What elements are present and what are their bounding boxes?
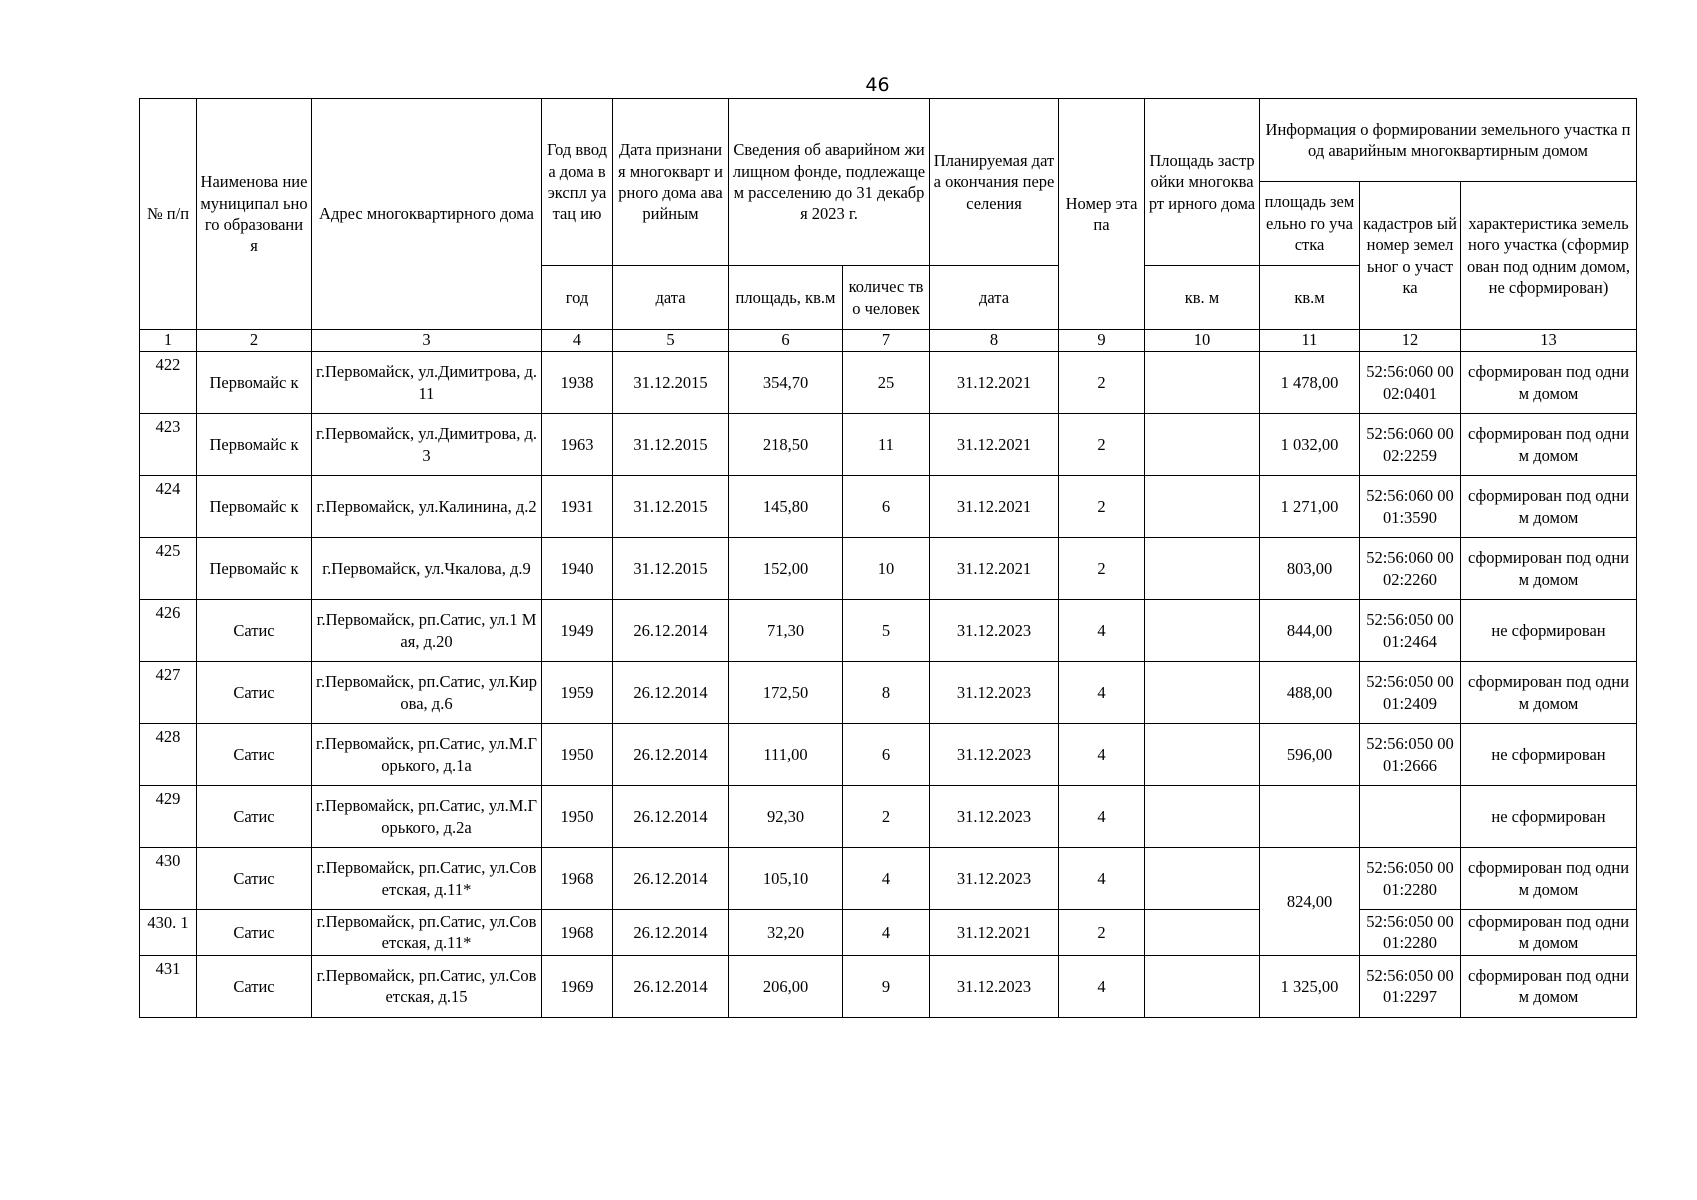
cadastral-number: 52:56:050 0001:2464 [1360, 600, 1461, 662]
planned-date: 31.12.2023 [930, 724, 1059, 786]
municipality: Сатис [197, 955, 312, 1017]
year-built: 1940 [542, 538, 613, 600]
address: г.Первомайск, ул.Димитрова, д.3 [312, 414, 542, 476]
table-row [140, 538, 1637, 600]
land-status: сформирован под одним домом [1461, 414, 1637, 476]
unit-area: площадь, кв.м [729, 266, 843, 330]
recognition-date: 31.12.2015 [613, 538, 729, 600]
address: г.Первомайск, рп.Сатис, ул.1 Мая, д.20 [312, 600, 542, 662]
row-number: 428 [140, 724, 197, 786]
people-count: 5 [843, 600, 930, 662]
planned-date: 31.12.2021 [930, 538, 1059, 600]
row-number: 427 [140, 662, 197, 724]
column-number: 1 [140, 330, 197, 352]
land-area: 1 325,00 [1260, 955, 1360, 1017]
built-area [1145, 352, 1260, 414]
stage: 4 [1059, 955, 1145, 1017]
year-built: 1968 [542, 910, 613, 956]
year-built: 1949 [542, 600, 613, 662]
header-stage: Номер этапа [1059, 99, 1145, 330]
cadastral-number: 52:56:050 0001:2666 [1360, 724, 1461, 786]
table-row [140, 662, 1637, 724]
living-area: 111,00 [729, 724, 843, 786]
stage: 2 [1059, 352, 1145, 414]
recognition-date: 26.12.2014 [613, 600, 729, 662]
year-built: 1950 [542, 786, 613, 848]
stage: 4 [1059, 786, 1145, 848]
planned-date: 31.12.2023 [930, 600, 1059, 662]
land-status: сформирован под одним домом [1461, 955, 1637, 1017]
header-land-area: площадь земельно го участка [1260, 182, 1360, 266]
living-area: 354,70 [729, 352, 843, 414]
built-area [1145, 414, 1260, 476]
address: г.Первомайск, рп.Сатис, ул.М.Горького, д.1а [312, 724, 542, 786]
built-area [1145, 955, 1260, 1017]
built-area [1145, 662, 1260, 724]
address: г.Первомайск, рп.Сатис, ул.Советская, д.15 [312, 955, 542, 1017]
cadastral-number: 52:56:050 0001:2297 [1360, 955, 1461, 1017]
column-number: 6 [729, 330, 843, 352]
address: г.Первомайск, рп.Сатис, ул.Кирова, д.6 [312, 662, 542, 724]
column-numbers-row [140, 330, 1637, 352]
people-count: 4 [843, 848, 930, 910]
stage: 4 [1059, 662, 1145, 724]
address: г.Первомайск, рп.Сатис, ул.Советская, д.11* [312, 910, 542, 956]
column-number: 5 [613, 330, 729, 352]
unit-people: количес тво человек [843, 266, 930, 330]
row-number: 429 [140, 786, 197, 848]
unit-built-area: кв. м [1145, 266, 1260, 330]
address: г.Первомайск, ул.Чкалова, д.9 [312, 538, 542, 600]
cadastral-number: 52:56:050 0001:2280 [1360, 848, 1461, 910]
people-count: 4 [843, 910, 930, 956]
year-built: 1969 [542, 955, 613, 1017]
column-number: 12 [1360, 330, 1461, 352]
table-row [140, 786, 1637, 848]
stage: 2 [1059, 476, 1145, 538]
cadastral-number: 52:56:060 0001:3590 [1360, 476, 1461, 538]
municipality: Сатис [197, 848, 312, 910]
planned-date: 31.12.2023 [930, 786, 1059, 848]
header-recognition-date: Дата признания многокварт ирного дома аварийным [613, 99, 729, 266]
header-built-area: Площадь застройки многокварт ирного дома [1145, 99, 1260, 266]
recognition-date: 26.12.2014 [613, 786, 729, 848]
municipality: Сатис [197, 724, 312, 786]
table-row [140, 724, 1637, 786]
header-emergency-fund: Сведения об аварийном жилищном фонде, подлежащем расселению до 31 декабря 2023 г. [729, 99, 930, 266]
cadastral-number: 52:56:060 0002:2259 [1360, 414, 1461, 476]
recognition-date: 26.12.2014 [613, 662, 729, 724]
year-built: 1931 [542, 476, 613, 538]
recognition-date: 31.12.2015 [613, 414, 729, 476]
stage: 4 [1059, 848, 1145, 910]
header-num: № п/п [140, 99, 197, 330]
people-count: 6 [843, 724, 930, 786]
land-status: сформирован под одним домом [1461, 476, 1637, 538]
recognition-date: 31.12.2015 [613, 476, 729, 538]
resettlement-table [139, 98, 1637, 1018]
column-number: 7 [843, 330, 930, 352]
column-number: 11 [1260, 330, 1360, 352]
unit-planned-date: дата [930, 266, 1059, 330]
column-number: 3 [312, 330, 542, 352]
built-area [1145, 538, 1260, 600]
stage: 4 [1059, 600, 1145, 662]
built-area [1145, 848, 1260, 910]
municipality: Первомайс к [197, 538, 312, 600]
planned-date: 31.12.2021 [930, 414, 1059, 476]
people-count: 11 [843, 414, 930, 476]
year-built: 1968 [542, 848, 613, 910]
built-area [1145, 724, 1260, 786]
living-area: 172,50 [729, 662, 843, 724]
column-number: 13 [1461, 330, 1637, 352]
year-built: 1963 [542, 414, 613, 476]
land-status: сформирован под одним домом [1461, 910, 1637, 956]
row-number: 425 [140, 538, 197, 600]
municipality: Первомайс к [197, 476, 312, 538]
year-built: 1938 [542, 352, 613, 414]
living-area: 71,30 [729, 600, 843, 662]
municipality: Сатис [197, 600, 312, 662]
land-status: сформирован под одним домом [1461, 662, 1637, 724]
people-count: 10 [843, 538, 930, 600]
living-area: 145,80 [729, 476, 843, 538]
recognition-date: 26.12.2014 [613, 910, 729, 956]
table-row [140, 955, 1637, 1017]
column-number: 10 [1145, 330, 1260, 352]
table-row [140, 848, 1637, 910]
recognition-date: 26.12.2014 [613, 848, 729, 910]
table-row [140, 910, 1637, 956]
table-row [140, 476, 1637, 538]
row-number: 422 [140, 352, 197, 414]
municipality: Сатис [197, 910, 312, 956]
column-number: 4 [542, 330, 613, 352]
land-area: 803,00 [1260, 538, 1360, 600]
people-count: 9 [843, 955, 930, 1017]
header-row [140, 99, 1637, 182]
table-row [140, 352, 1637, 414]
land-area: 596,00 [1260, 724, 1360, 786]
recognition-date: 26.12.2014 [613, 724, 729, 786]
land-status: сформирован под одним домом [1461, 352, 1637, 414]
header-address: Адрес многоквартирного дома [312, 99, 542, 330]
land-status: не сформирован [1461, 786, 1637, 848]
row-number: 424 [140, 476, 197, 538]
row-number: 423 [140, 414, 197, 476]
recognition-date: 26.12.2014 [613, 955, 729, 1017]
year-built: 1959 [542, 662, 613, 724]
page-number: 46 [865, 74, 890, 96]
table-row [140, 414, 1637, 476]
header-year: Год ввода дома в экспл уатац ию [542, 99, 613, 266]
planned-date: 31.12.2021 [930, 910, 1059, 956]
stage: 2 [1059, 414, 1145, 476]
municipality: Сатис [197, 786, 312, 848]
address: г.Первомайск, ул.Калинина, д.2 [312, 476, 542, 538]
recognition-date: 31.12.2015 [613, 352, 729, 414]
people-count: 2 [843, 786, 930, 848]
planned-date: 31.12.2023 [930, 955, 1059, 1017]
land-area [1260, 786, 1360, 848]
cadastral-number [1360, 786, 1461, 848]
row-number: 430 [140, 848, 197, 910]
stage: 2 [1059, 910, 1145, 956]
address: г.Первомайск, рп.Сатис, ул.Советская, д.11* [312, 848, 542, 910]
people-count: 6 [843, 476, 930, 538]
planned-date: 31.12.2021 [930, 352, 1059, 414]
cadastral-number: 52:56:060 0002:2260 [1360, 538, 1461, 600]
living-area: 206,00 [729, 955, 843, 1017]
unit-date: дата [613, 266, 729, 330]
planned-date: 31.12.2021 [930, 476, 1059, 538]
header-land-info: Информация о формировании земельного участка под аварийным многоквартирным домом [1260, 99, 1637, 182]
living-area: 105,10 [729, 848, 843, 910]
stage: 2 [1059, 538, 1145, 600]
living-area: 92,30 [729, 786, 843, 848]
land-status: не сформирован [1461, 724, 1637, 786]
cadastral-number: 52:56:060 0002:0401 [1360, 352, 1461, 414]
municipality: Сатис [197, 662, 312, 724]
land-status: сформирован под одним домом [1461, 538, 1637, 600]
living-area: 152,00 [729, 538, 843, 600]
people-count: 8 [843, 662, 930, 724]
land-area: 1 271,00 [1260, 476, 1360, 538]
land-area: 844,00 [1260, 600, 1360, 662]
people-count: 25 [843, 352, 930, 414]
header-land-status: характеристика земельного участка (сформирован под одним домом, не сформирован) [1461, 182, 1637, 330]
year-built: 1950 [542, 724, 613, 786]
living-area: 32,20 [729, 910, 843, 956]
land-area: 1 032,00 [1260, 414, 1360, 476]
cadastral-number: 52:56:050 0001:2280 [1360, 910, 1461, 956]
address: г.Первомайск, рп.Сатис, ул.М.Горького, д.2а [312, 786, 542, 848]
stage: 4 [1059, 724, 1145, 786]
column-number: 8 [930, 330, 1059, 352]
header-cadastral: кадастров ый номер земельног о участка [1360, 182, 1461, 330]
land-area: 824,00 [1260, 848, 1360, 956]
planned-date: 31.12.2023 [930, 848, 1059, 910]
row-number: 426 [140, 600, 197, 662]
built-area [1145, 476, 1260, 538]
address: г.Первомайск, ул.Димитрова, д.11 [312, 352, 542, 414]
column-number: 2 [197, 330, 312, 352]
header-planned-date: Планируемая дата окончания переселения [930, 99, 1059, 266]
municipality: Первомайс к [197, 352, 312, 414]
built-area [1145, 910, 1260, 956]
row-number: 430. 1 [140, 910, 197, 956]
column-number: 9 [1059, 330, 1145, 352]
built-area [1145, 600, 1260, 662]
municipality: Первомайс к [197, 414, 312, 476]
land-area: 1 478,00 [1260, 352, 1360, 414]
land-status: не сформирован [1461, 600, 1637, 662]
table-row [140, 600, 1637, 662]
row-number: 431 [140, 955, 197, 1017]
unit-land-area: кв.м [1260, 266, 1360, 330]
land-area: 488,00 [1260, 662, 1360, 724]
built-area [1145, 786, 1260, 848]
living-area: 218,50 [729, 414, 843, 476]
planned-date: 31.12.2023 [930, 662, 1059, 724]
unit-year: год [542, 266, 613, 330]
cadastral-number: 52:56:050 0001:2409 [1360, 662, 1461, 724]
land-status: сформирован под одним домом [1461, 848, 1637, 910]
header-municipality: Наименова ние муниципал ьного образовани я [197, 99, 312, 330]
